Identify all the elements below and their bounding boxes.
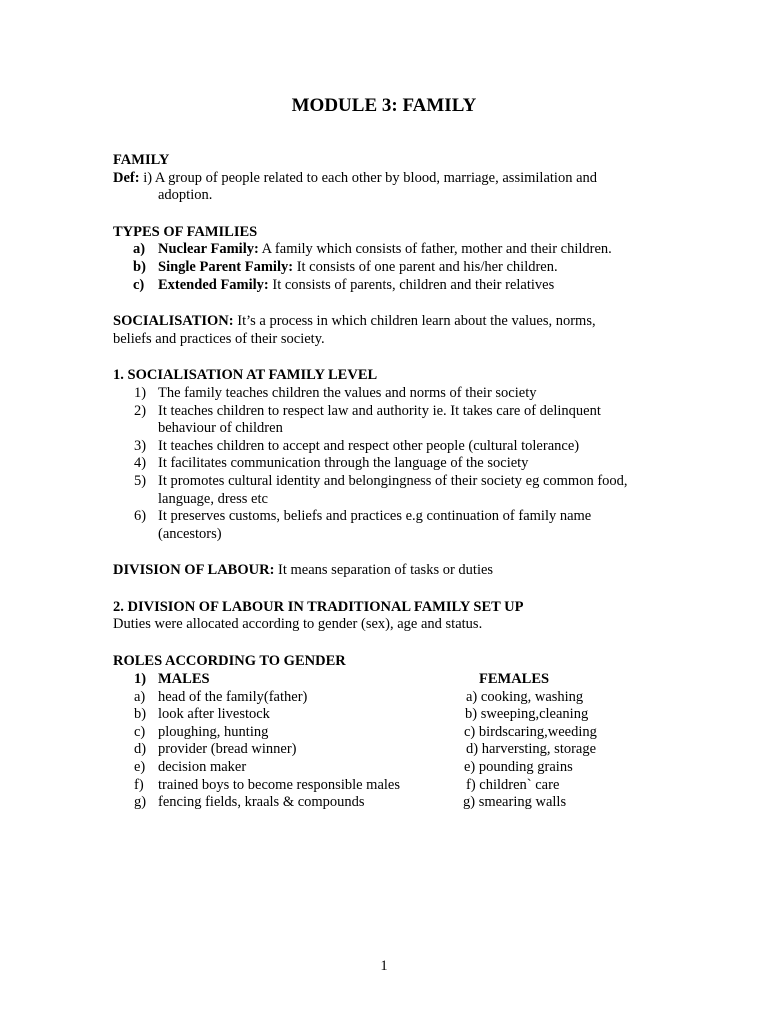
list-marker: 4) [134, 455, 147, 472]
role-marker: e) [134, 759, 146, 776]
male-role: trained boys to become responsible males [158, 776, 401, 793]
males-label: MALES [158, 670, 210, 687]
type-term: Single Parent Family: [158, 258, 294, 275]
role-marker: c) [134, 723, 146, 740]
male-role: fencing fields, kraals & compounds [158, 794, 365, 811]
definition-continuation: adoption. [158, 187, 213, 204]
traditional-heading: 2. DIVISION OF LABOUR IN TRADITIONAL FAMILY SET UP [113, 598, 524, 615]
traditional-text: Duties were allocated according to gender (sex), age and status. [113, 616, 483, 633]
family-level-heading: 1. SOCIALISATION AT FAMILY LEVEL [113, 367, 378, 384]
roles-row [113, 724, 673, 742]
type-text: It consists of one parent and his/her children. [293, 258, 558, 275]
type-text: It consists of parents, children and their relatives [268, 276, 555, 293]
family-heading: FAMILY [113, 152, 170, 168]
page-title: MODULE 3: FAMILY [291, 95, 477, 116]
roles-column-headers [113, 671, 673, 689]
roles-heading: ROLES ACCORDING TO GENDER [113, 653, 346, 670]
page-number: 1 [380, 958, 388, 974]
male-role: provider (bread winner) [158, 741, 297, 758]
list-item-text: It promotes cultural identity and belongingness of their society eg common food, [158, 472, 628, 489]
document-body [113, 152, 673, 812]
roles-row [113, 741, 673, 759]
division-definition [113, 562, 673, 580]
female-role: c) birdscaring,weeding [464, 723, 597, 740]
list-item-text-cont: behaviour of children [158, 420, 283, 437]
type-term: Extended Family: [158, 276, 269, 293]
list-marker: 1) [134, 384, 147, 401]
role-marker: a) [134, 688, 146, 705]
list-item [113, 508, 673, 543]
type-text: A family which consists of father, mother and their children. [258, 241, 612, 258]
male-role: decision maker [158, 759, 247, 776]
division-term: DIVISION OF LABOUR: [113, 562, 275, 579]
types-list-item [113, 277, 673, 295]
female-role: g) smearing walls [463, 794, 567, 811]
list-marker: 5) [134, 472, 147, 489]
female-role: a) cooking, washing [466, 688, 584, 705]
list-item-text: It facilitates communication through the language of the society [158, 455, 529, 472]
list-item [113, 438, 673, 456]
division-text: It means separation of tasks or duties [274, 562, 494, 579]
list-item-text-cont: language, dress etc [158, 490, 268, 507]
list-marker: b) [133, 258, 146, 275]
list-item-text: The family teaches children the values and norms of their society [158, 384, 537, 401]
roles-row [113, 794, 673, 812]
female-role: f) children` care [466, 776, 560, 793]
def-label: Def: [113, 169, 140, 186]
types-list [113, 241, 673, 294]
list-marker: 6) [134, 508, 147, 525]
roles-row [113, 706, 673, 724]
list-item-text: It preserves customs, beliefs and practices e.g continuation of family name [158, 508, 592, 525]
list-item-text-cont: (ancestors) [158, 525, 222, 542]
male-role: look after livestock [158, 706, 270, 723]
roles-row [113, 689, 673, 707]
list-item-text: It teaches children to accept and respect other people (cultural tolerance) [158, 437, 580, 454]
roles-row [113, 777, 673, 795]
males-marker: 1) [134, 670, 147, 687]
list-item [113, 403, 673, 438]
list-item [113, 473, 673, 508]
list-item-text: It teaches children to respect law and authority ie. It takes care of delinquent [158, 402, 601, 419]
socialisation-text-2: beliefs and practices of their society. [113, 330, 325, 347]
male-role: head of the family(father) [158, 688, 308, 705]
types-list-item [113, 259, 673, 277]
role-marker: d) [134, 741, 147, 758]
types-list-item [113, 241, 673, 259]
male-role: ploughing, hunting [158, 723, 269, 740]
roles-row [113, 759, 673, 777]
list-marker: c) [133, 276, 145, 293]
list-marker: a) [133, 241, 146, 258]
type-term: Nuclear Family: [158, 241, 259, 258]
list-marker: 3) [134, 437, 147, 454]
role-marker: f) [134, 776, 144, 793]
def-text-1: i) A group of people related to each other by blood, marriage, assimilation and [139, 169, 598, 186]
list-item [113, 455, 673, 473]
list-item [113, 385, 673, 403]
definition-line [113, 170, 673, 188]
socialisation-term: SOCIALISATION: [113, 313, 234, 330]
females-label: FEMALES [479, 670, 550, 687]
female-role: d) harversting, storage [466, 741, 597, 758]
female-role: e) pounding grains [464, 759, 573, 776]
socialisation-text-1: It’s a process in which children learn about the values, norms, [233, 313, 596, 330]
socialisation-definition [113, 313, 673, 331]
role-marker: g) [134, 794, 147, 811]
types-heading: TYPES OF FAMILIES [113, 223, 258, 240]
family-level-list [113, 385, 673, 543]
female-role: b) sweeping,cleaning [465, 706, 589, 723]
role-marker: b) [134, 706, 147, 723]
list-marker: 2) [134, 402, 147, 419]
